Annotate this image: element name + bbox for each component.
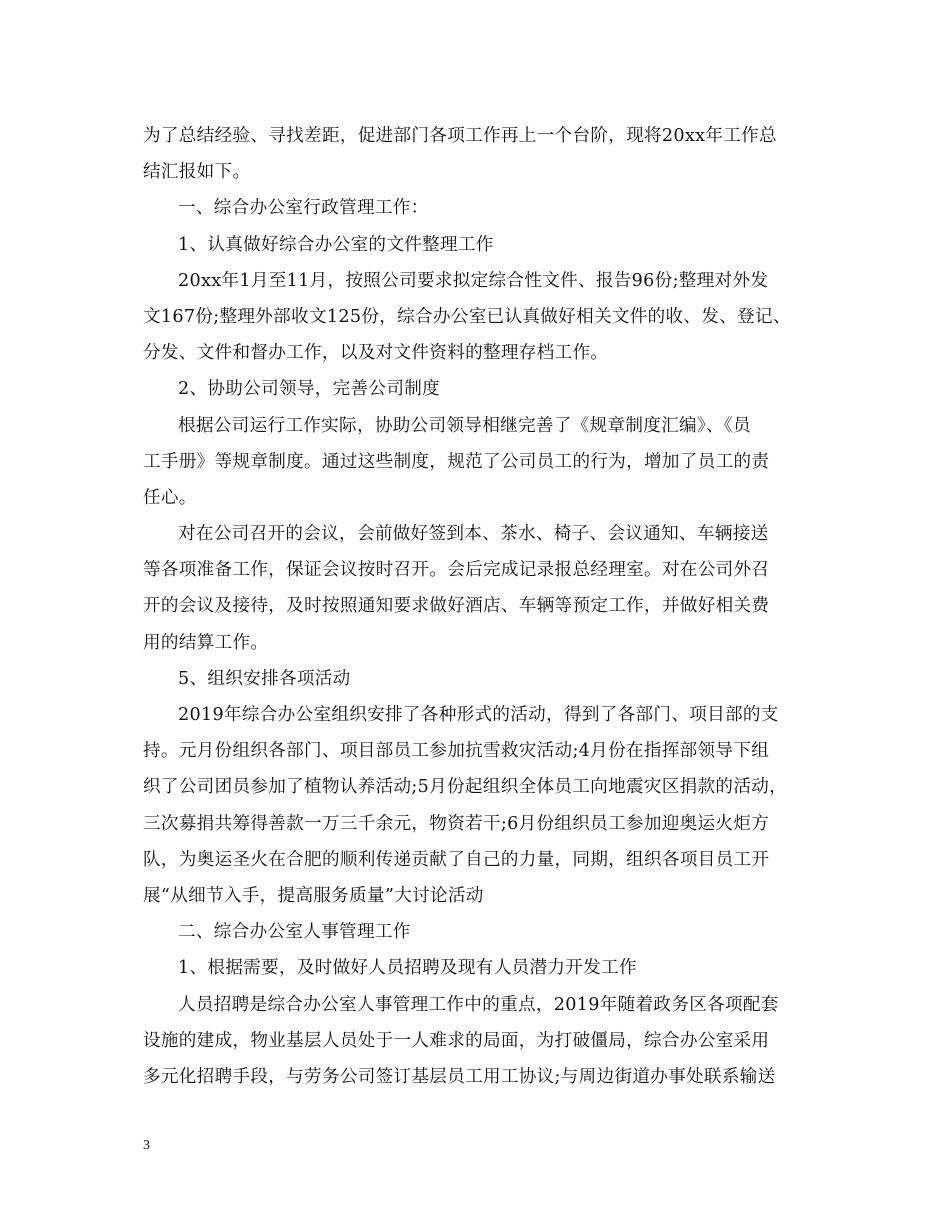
text-line: 为了总结经验、寻找差距，促进部门各项工作再上一个台阶，现将20xx年工作总 xyxy=(143,126,777,146)
document-body xyxy=(143,118,813,1095)
text-line: 工手册》等规章制度。通过这些制度，规范了公司员工的行为，增加了员工的责 xyxy=(143,451,770,472)
text-line: 结汇报如下。 xyxy=(143,162,251,183)
text-line: 任心。 xyxy=(143,487,197,508)
text-line: 持。元月份组织各部门、项目部员工参加抗雪救灾活动;4月份在指挥部领导下组 xyxy=(143,741,770,762)
text-line: 1、认真做好综合办公室的文件整理工作 xyxy=(178,234,494,255)
text-line: 展“从细节入手，提高服务质量”大讨论活动 xyxy=(143,885,484,906)
text-line: 2、协助公司领导，完善公司制度 xyxy=(178,379,441,400)
page-number: 3 xyxy=(143,1138,150,1153)
text-line: 三次募捐共筹得善款一万三千余元，物资若干;6月份组织员工参加迎奥运火炬方 xyxy=(143,813,770,834)
text-line: 一、综合办公室行政管理工作： xyxy=(178,198,429,219)
text-line: 用的结算工作。 xyxy=(143,632,269,653)
text-line: 1、根据需要，及时做好人员招聘及现有人员潜力开发工作 xyxy=(178,958,637,979)
text-line: 二、综合办公室人事管理工作 xyxy=(178,922,411,943)
text-line: 多元化招聘手段，与劳务公司签订基层员工用工协议;与周边街道办事处联系输送 xyxy=(143,1066,776,1087)
text-line: 队，为奥运圣火在合肥的顺利传递贡献了自己的力量，同期，组织各项目员工开 xyxy=(143,849,770,870)
text-line: 开的会议及接待，及时按照通知要求做好酒店、车辆等预定工作，并做好相关费 xyxy=(143,596,770,617)
text-line: 20xx年1月至11月，按照公司要求拟定综合性文件、报告96份;整理对外发 xyxy=(178,270,769,291)
text-line: 2019年综合办公室组织安排了各种形式的活动，得到了各部门、项目部的支 xyxy=(178,705,779,725)
text-line: 根据公司运行工作实际，协助公司领导相继完善了《规章制度汇编》、《员 xyxy=(178,415,751,436)
text-line: 分发、文件和督办工作，以及对文件资料的整理存档工作。 xyxy=(143,343,609,364)
text-line: 等各项准备工作，保证会议按时召开。会后完成记录报总经理室。对在公司外召 xyxy=(143,560,770,581)
text-line: 5、组织安排各项活动 xyxy=(178,668,351,689)
text-line: 织了公司团员参加了植物认养活动;5月份起组织全体员工向地震灾区捐款的活动， xyxy=(143,777,788,798)
text-line: 文167份;整理外部收文125份，综合办公室已认真做好相关文件的收、发、登记、 xyxy=(143,306,791,327)
text-line: 设施的建成，物业基层人员处于一人难求的局面，为打破僵局，综合办公室采用 xyxy=(143,1030,770,1051)
text-line: 对在公司召开的会议，会前做好签到本、茶水、椅子、会议通知、车辆接送 xyxy=(178,524,769,545)
text-line: 人员招聘是综合办公室人事管理工作中的重点，2019年随着政务区各项配套 xyxy=(178,994,779,1015)
